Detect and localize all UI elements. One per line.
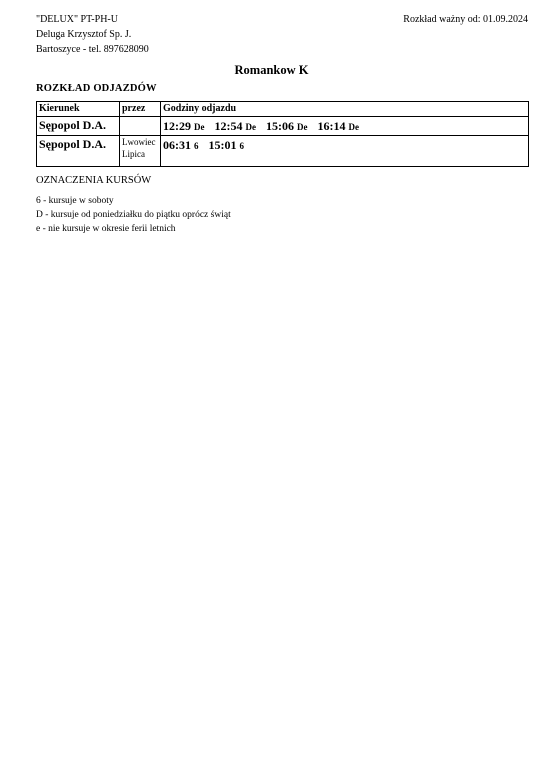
- company-name: "DELUX" PT-PH-U: [36, 14, 118, 25]
- header-direction: Kierunek: [37, 102, 120, 117]
- legend-item: D - kursuje od poniedziałku do piątku oprócz świąt: [36, 210, 231, 220]
- departure-time: 12:54: [214, 119, 243, 133]
- departure: [209, 137, 245, 154]
- table-row: [37, 136, 529, 167]
- departure-time: 15:01: [208, 138, 237, 152]
- header-departures: Godziny odjazdu: [161, 102, 529, 117]
- table-row: [37, 117, 529, 136]
- via-cell: Lwowiec Lipica: [120, 136, 161, 167]
- legend-item: e - nie kursuje w okresie ferii letnich: [36, 224, 176, 234]
- departure-mark: 6: [239, 141, 244, 151]
- departure-mark: De: [348, 122, 359, 132]
- company-info: [36, 12, 149, 57]
- departure: [215, 118, 257, 135]
- direction-cell: Sępopol D.A.: [37, 117, 120, 136]
- departure-time: 06:31: [163, 138, 191, 152]
- legend-title: OZNACZENIA KURSÓW: [36, 175, 152, 186]
- departure-mark: De: [245, 122, 256, 132]
- table-header-row: [37, 102, 529, 117]
- header-via: przez: [120, 102, 161, 117]
- legend-list: [36, 194, 231, 236]
- departures-table: [36, 101, 529, 167]
- departures-cell: [161, 117, 529, 136]
- departure-time: 12:29: [163, 119, 191, 133]
- company-owner: Deluga Krzysztof Sp. J.: [36, 29, 132, 40]
- company-contact: Bartoszyce - tel. 897628090: [36, 44, 149, 55]
- departure-mark: De: [194, 122, 205, 132]
- departure-mark: 6: [194, 141, 199, 151]
- departure-time: 16:14: [317, 119, 346, 133]
- departures-cell: [161, 136, 529, 167]
- departure: [163, 137, 199, 154]
- departure: [163, 118, 205, 135]
- legend-item: 6 - kursuje w soboty: [36, 196, 114, 206]
- departure: [318, 118, 360, 135]
- direction-cell: Sępopol D.A.: [37, 136, 120, 167]
- departure: [266, 118, 308, 135]
- via-cell: [120, 117, 161, 136]
- departure-mark: De: [297, 122, 308, 132]
- section-title: ROZKŁAD ODJAZDÓW: [36, 83, 157, 94]
- stop-name-title: Romankow K: [234, 63, 309, 77]
- valid-from-date: Rozkład ważny od: 01.09.2024: [403, 14, 528, 25]
- departure-time: 15:06: [266, 119, 294, 133]
